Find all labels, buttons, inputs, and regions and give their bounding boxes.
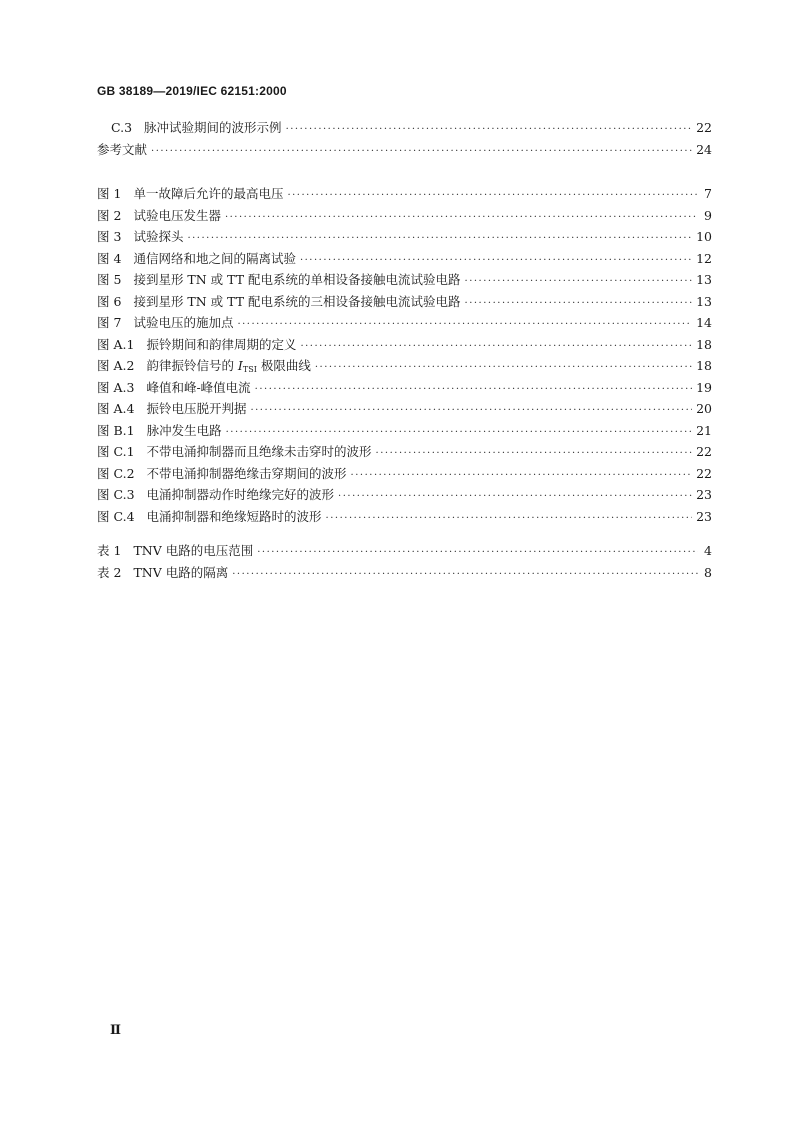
figure-number: 图 7: [97, 315, 122, 330]
leader-dots: [326, 508, 693, 530]
figure-page: 13: [696, 293, 712, 309]
leader-dots: [286, 119, 693, 141]
toc-entry-title: 脉冲试验期间的波形示例: [144, 120, 282, 135]
figure-list: [97, 183, 712, 527]
leader-dots: [151, 141, 692, 163]
figure-title: 不带电涌抑制器绝缘击穿期间的波形: [146, 465, 347, 481]
toc-entry-number: C.3: [111, 120, 133, 135]
figure-title-prefix: 韵律振铃信号的: [146, 358, 238, 373]
table-entry[interactable]: [97, 562, 712, 584]
figure-entry[interactable]: [97, 420, 712, 442]
figure-page: 9: [704, 207, 712, 223]
figure-entry[interactable]: [97, 441, 712, 463]
leader-dots: [465, 271, 693, 293]
toc-entry[interactable]: [97, 117, 712, 139]
figure-entry[interactable]: [97, 377, 712, 399]
figure-number: 图 A.1: [97, 336, 135, 352]
figure-entry[interactable]: [97, 355, 712, 377]
figure-number: 图 A.3: [97, 379, 135, 395]
figure-number: 图 3: [97, 229, 122, 244]
table-title: TNV 电路的电压范围: [133, 543, 254, 558]
current-symbol-subscript: TSI: [242, 365, 257, 374]
figure-number: 图 C.3: [97, 487, 135, 502]
figure-number: 图 2: [97, 207, 122, 223]
toc-entry-title: 参考文献: [97, 141, 148, 157]
figure-page: 22: [696, 465, 712, 481]
figure-entry[interactable]: [97, 183, 712, 205]
figure-page: 22: [696, 444, 712, 459]
table-entry[interactable]: [97, 540, 712, 562]
leader-dots: [351, 465, 693, 487]
leader-dots: [465, 293, 693, 315]
current-symbol: I: [237, 358, 243, 373]
figure-page: 7: [704, 186, 712, 201]
figure-page: 13: [696, 272, 712, 287]
figure-entry[interactable]: [97, 248, 712, 270]
figure-title-suffix: 极限曲线: [256, 358, 311, 373]
figure-entry[interactable]: [97, 334, 712, 356]
page-number: Ⅱ: [110, 1022, 121, 1037]
figure-entry[interactable]: [97, 484, 712, 506]
leader-dots: [257, 542, 698, 564]
figure-title: 试验探头: [133, 229, 184, 244]
toc-entry-page: 22: [696, 120, 712, 135]
figure-page: 23: [696, 487, 712, 502]
figure-title: 电涌抑制器和绝缘短路时的波形: [146, 508, 322, 524]
figure-title: 接到星形 TN 或 TT 配电系统的单相设备接触电流试验电路: [133, 272, 461, 287]
table-number: 表 1: [97, 543, 122, 558]
figure-number: 图 A.4: [97, 401, 135, 416]
figure-title: 电涌抑制器动作时绝缘完好的波形: [146, 487, 335, 502]
figure-entry[interactable]: [97, 506, 712, 528]
leader-dots: [250, 400, 692, 422]
figure-title: 振铃电压脱开判据: [146, 401, 247, 416]
figure-title: 单一故障后允许的最高电压: [133, 186, 284, 201]
leader-dots: [226, 422, 692, 444]
leader-dots: [225, 207, 698, 229]
figure-entry[interactable]: [97, 205, 712, 227]
figure-title: 振铃期间和韵律周期的定义: [146, 336, 297, 352]
table-page: 4: [704, 543, 712, 558]
table-number: 表 2: [97, 564, 122, 580]
leader-dots: [338, 486, 692, 508]
toc-entry-page: 24: [696, 141, 712, 157]
figure-title: 试验电压发生器: [133, 207, 221, 223]
figure-title: 接到星形 TN 或 TT 配电系统的三相设备接触电流试验电路: [133, 293, 461, 309]
figure-page: 14: [696, 315, 712, 330]
figure-number: 图 5: [97, 272, 122, 287]
figure-page: 18: [696, 336, 712, 352]
table-list: [97, 540, 712, 583]
leader-dots: [287, 185, 698, 207]
table-title: TNV 电路的隔离: [133, 564, 229, 580]
figure-title: 通信网络和地之间的隔离试验: [133, 250, 296, 266]
figure-page: 19: [696, 379, 712, 395]
figure-page: 23: [696, 508, 712, 524]
toc-top-section: [97, 117, 712, 160]
figure-title: 不带电涌抑制器而且绝缘未击穿时的波形: [146, 444, 372, 459]
figure-page: 12: [696, 250, 712, 266]
figure-number: 图 A.2: [97, 358, 135, 373]
figure-page: 21: [696, 422, 712, 438]
leader-dots: [255, 379, 692, 401]
figure-entry[interactable]: [97, 463, 712, 485]
figure-number: 图 4: [97, 250, 122, 266]
figure-entry[interactable]: [97, 312, 712, 334]
figure-number: 图 C.1: [97, 444, 135, 459]
figure-title: 峰值和峰-峰值电流: [146, 379, 251, 395]
figure-title: 脉冲发生电路: [146, 422, 222, 438]
figure-number: 图 1: [97, 186, 122, 201]
figure-number: 图 B.1: [97, 422, 135, 438]
figure-entry[interactable]: [97, 226, 712, 248]
figure-page: 18: [696, 358, 712, 373]
figure-page: 20: [696, 401, 712, 416]
figure-entry[interactable]: [97, 269, 712, 291]
table-page: 8: [704, 564, 712, 580]
figure-page: 10: [696, 229, 712, 244]
toc-entry[interactable]: [97, 139, 712, 161]
figure-number: 图 6: [97, 293, 122, 309]
figure-title: 试验电压的施加点: [133, 315, 234, 330]
figure-number: 图 C.2: [97, 465, 135, 481]
leader-dots: [187, 228, 692, 250]
figure-entry[interactable]: [97, 291, 712, 313]
leader-dots: [300, 250, 692, 272]
leader-dots: [300, 336, 692, 358]
figure-number: 图 C.4: [97, 508, 135, 524]
figure-entry[interactable]: [97, 398, 712, 420]
leader-dots: [232, 564, 698, 586]
leader-dots: [376, 443, 693, 465]
standard-number-header: GB 38189—2019/IEC 62151:2000: [97, 84, 287, 98]
leader-dots: [237, 314, 692, 336]
leader-dots: [315, 357, 692, 379]
